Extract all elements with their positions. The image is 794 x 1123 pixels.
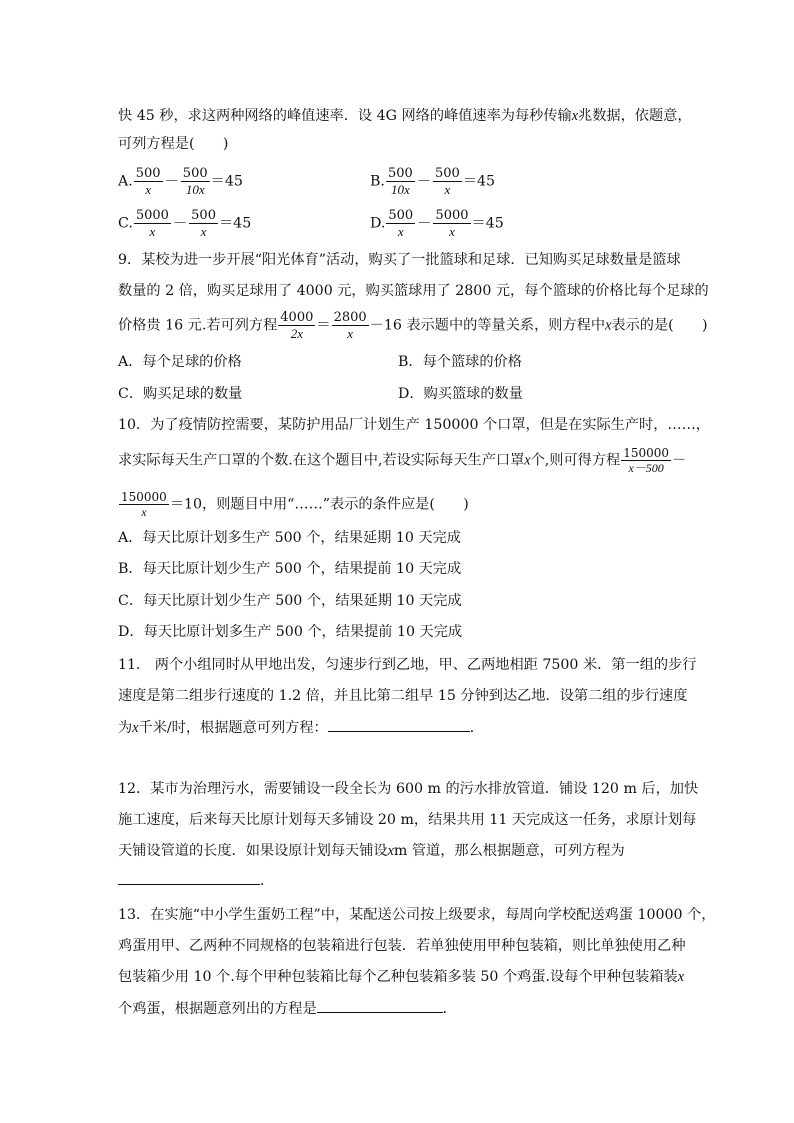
q11-text-a: 为 (118, 720, 133, 736)
q12-line-4 (118, 870, 274, 891)
q9-text-a: 价格贵 16 元.若可列方程 (118, 317, 278, 334)
q11-end: ． (469, 720, 484, 736)
q11-line-2: 速度是第二组步行速度的 1.2 倍，并且比第二组早 15 分钟到达乙地．设第二组的步行速度 (118, 688, 688, 704)
q9-text-b: －16 表示题中的等量关系，则方程中 (369, 317, 606, 334)
q8-line-1 (118, 106, 692, 126)
rhs: ＝45 (210, 173, 243, 190)
q10-option-b[interactable]: B．每天比原计划少生产 500 个，结果提前 10 天完成 (118, 561, 462, 577)
q13-line-2: 鸡蛋用甲、乙两种不同规格的包装箱进行包装．若单独使用甲种包装箱，则比单独使用乙种 (118, 938, 686, 954)
q10-var: x (524, 452, 531, 469)
denominator: 10x (181, 181, 210, 197)
numerator: 4000 (280, 310, 314, 325)
q13-answer-blank[interactable] (317, 998, 443, 1013)
q10-line-1: 10．为了疫情防控需要，某防护用品厂计划生产 150000 个口罩，但是在实际生产时，……， (118, 417, 710, 433)
rhs: ＝45 (218, 215, 252, 232)
q9-option-c[interactable]: C．购买足球的数量 (118, 386, 243, 402)
fraction (181, 166, 210, 197)
q11-answer-blank[interactable] (328, 717, 470, 732)
denominator: x (433, 181, 462, 197)
numerator: 500 (434, 166, 460, 181)
q10-option-a[interactable]: A．每天比原计划多生产 500 个，结果延期 10 天完成 (118, 530, 461, 546)
q9-line-3 (118, 310, 708, 341)
q13-text-b: 个鸡蛋，根据题意列出的方程是 (118, 1001, 317, 1017)
q9-option-b[interactable]: B．每个篮球的价格 (398, 354, 522, 370)
fraction (134, 166, 163, 197)
q8-option-b[interactable]: B. $\frac{500}{10x}$ － $\frac{500}{x}$ ＝45 (370, 166, 496, 197)
denominator: x (119, 504, 169, 519)
q13-end: ． (442, 1001, 457, 1017)
denominator: 2x (278, 325, 315, 341)
q10-option-d[interactable]: D．每天比原计划多生产 500 个，结果提前 10 天完成 (118, 624, 463, 640)
minus: － (672, 452, 687, 469)
numerator: 5000 (435, 208, 469, 223)
q11-line-1: 11． 两个小组同时从甲地出发，匀速步行到乙地，甲、乙两地相距 7500 米．第一组的步行 (118, 657, 697, 673)
q9-line-1: 9．某校为进一步开展“阳光体育”活动，购买了一批篮球和足球．已知购买足球数量是篮球 (118, 252, 681, 268)
fraction (433, 208, 470, 239)
q8-option-c[interactable]: C. $\frac{5000}{x}$ － $\frac{500}{x}$ ＝45 (118, 208, 252, 239)
q11-line-3 (118, 717, 484, 738)
numerator: 500 (388, 208, 414, 223)
q10-line-3 (118, 490, 469, 519)
q9-line-2: 数量的 2 倍，购买足球用了 4000 元，购买篮球用了 2800 元，每个篮球的价格比每个足球的 (118, 283, 709, 299)
q8-line-2: 可列方程是( ) (118, 136, 229, 152)
q8-var: x (571, 108, 579, 124)
q10-option-c[interactable]: C．每天比原计划少生产 500 个，结果延期 10 天完成 (118, 593, 462, 609)
numerator: 500 (182, 166, 208, 181)
q12-text-b: m 管道，那么根据题意，可列方程为 (393, 843, 625, 859)
fraction (134, 208, 171, 239)
q9-var: x (605, 317, 612, 334)
denominator: x (433, 223, 470, 239)
q12-end: ． (260, 873, 275, 889)
denominator: x (386, 223, 415, 239)
q12-line-2: 施工速度，后来每天比原计划每天多铺设 20 m，结果共用 11 天完成这一任务，求原计划每 (118, 812, 697, 828)
q13-line-3 (118, 967, 684, 987)
numerator: 150000 (623, 446, 670, 460)
q8-option-d[interactable]: D. $\frac{500}{x}$ － $\frac{5000}{x}$ ＝45 (370, 208, 504, 239)
numerator: 2800 (333, 310, 367, 325)
q10-line-2 (118, 446, 686, 475)
q12-text-a: 天铺设管道的长度．如果设原计划每天铺设 (118, 843, 388, 859)
denominator: 10x (386, 181, 415, 197)
fraction (119, 490, 169, 519)
numerator: 500 (135, 166, 161, 181)
denominator: x－500 (621, 460, 671, 475)
equals: ＝ (316, 317, 331, 334)
option-label: B. (370, 173, 385, 190)
rhs: ＝45 (462, 173, 496, 190)
fraction (386, 166, 415, 197)
q12-var: x (387, 843, 394, 859)
q9-option-a[interactable]: A．每个足球的价格 (118, 354, 242, 370)
q12-line-3 (118, 841, 625, 861)
q8-text-1: 快 45 秒，求这两种网络的峰值速率．设 4G 网络的峰值速率为每秒传输 (118, 108, 572, 124)
q8-text-1-end: 兆数据，依题意， (578, 108, 692, 124)
numerator: 500 (191, 208, 216, 223)
fraction (332, 310, 369, 341)
q13-line-4 (118, 998, 457, 1019)
rhs: ＝45 (471, 215, 504, 232)
q11-var: x (132, 720, 139, 736)
numerator: 150000 (121, 490, 167, 504)
q10-text-b: 个,则可得方程 (530, 452, 621, 469)
denominator: x (134, 181, 163, 197)
fraction (189, 208, 218, 239)
fraction (386, 208, 415, 239)
numerator: 500 (387, 166, 413, 181)
q12-answer-blank[interactable] (118, 870, 260, 885)
q10-text-c: ＝10，则题目中用“……”表示的条件应是( ) (169, 496, 469, 513)
option-label: D. (370, 215, 386, 232)
numerator: 5000 (135, 208, 169, 223)
fraction (621, 446, 671, 475)
q11-text-b: 千米/时，根据题意可列方程： (138, 720, 328, 736)
q13-var: x (677, 969, 685, 985)
option-label: C. (118, 215, 133, 232)
fraction (433, 166, 462, 197)
q9-option-d[interactable]: D．购买篮球的数量 (398, 386, 523, 402)
q8-option-a[interactable]: A. $\frac{500}{x}$ － $\frac{500}{10x}$ ＝45 (118, 166, 243, 197)
q13-text-a: 包装箱少用 10 个.每个甲种包装箱比每个乙种包装箱多装 50 个鸡蛋.设每个甲种包装箱装 (118, 969, 678, 985)
q12-line-1: 12．某市为治理污水，需要铺设一段全长为 600 m 的污水排放管道．铺设 120 m 后，加快 (118, 781, 699, 797)
option-label: A. (118, 173, 133, 190)
denominator: x (134, 223, 171, 239)
q10-text-a: 求实际每天生产口罩的个数.在这个题目中,若设实际每天生产口罩 (118, 452, 525, 469)
denominator: x (332, 325, 369, 341)
denominator: x (189, 223, 218, 239)
q13-line-1: 13．在实施“中小学生蛋奶工程”中，某配送公司按上级要求，每周向学校配送鸡蛋 10000 个， (118, 907, 716, 923)
fraction (278, 310, 315, 341)
q9-text-c: 表示的是( ) (611, 317, 708, 334)
